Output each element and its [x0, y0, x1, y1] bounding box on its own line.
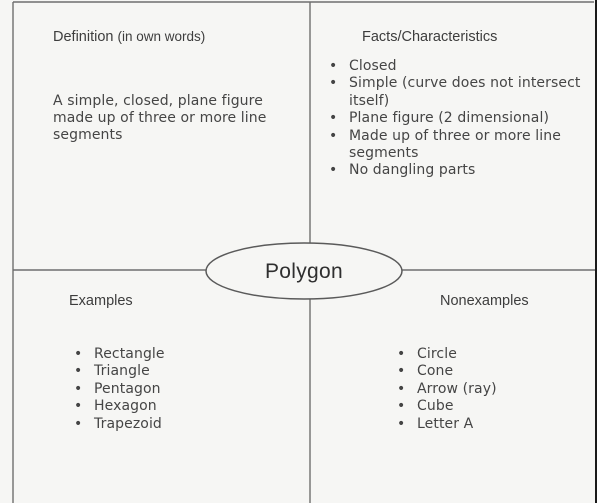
facts-heading: Facts/Characteristics — [362, 29, 498, 45]
definition-text: A simple, closed, plane figure made up of three or more line segments — [53, 93, 267, 143]
nonexamples-item: • Cone — [395, 363, 595, 380]
facts-list — [327, 58, 597, 180]
definition-heading-note: (in own words) — [117, 29, 206, 44]
facts-item: • Simple (curve does not intersect itself) — [327, 75, 597, 110]
examples-item: • Pentagon — [72, 381, 272, 398]
nonexamples-item: • Arrow (ray) — [395, 381, 595, 398]
nonexamples-item: • Circle — [395, 346, 595, 363]
examples-item: • Hexagon — [72, 398, 272, 415]
facts-item: • Closed — [327, 58, 597, 75]
facts-item: • No dangling parts — [327, 162, 597, 179]
definition-heading — [53, 29, 205, 45]
examples-item: • Trapezoid — [72, 416, 272, 433]
nonexamples-heading: Nonexamples — [440, 293, 529, 309]
nonexamples-list — [395, 346, 595, 433]
definition-heading-label: Definition — [53, 29, 114, 45]
term-title: Polygon — [265, 260, 343, 283]
examples-item: • Triangle — [72, 363, 272, 380]
examples-item: • Rectangle — [72, 346, 272, 363]
examples-heading: Examples — [69, 293, 133, 309]
facts-item: • Plane figure (2 dimensional) — [327, 110, 597, 127]
examples-list — [72, 346, 272, 433]
nonexamples-item: • Cube — [395, 398, 595, 415]
facts-item: • Made up of three or more line segments — [327, 128, 597, 163]
nonexamples-item: • Letter A — [395, 416, 595, 433]
